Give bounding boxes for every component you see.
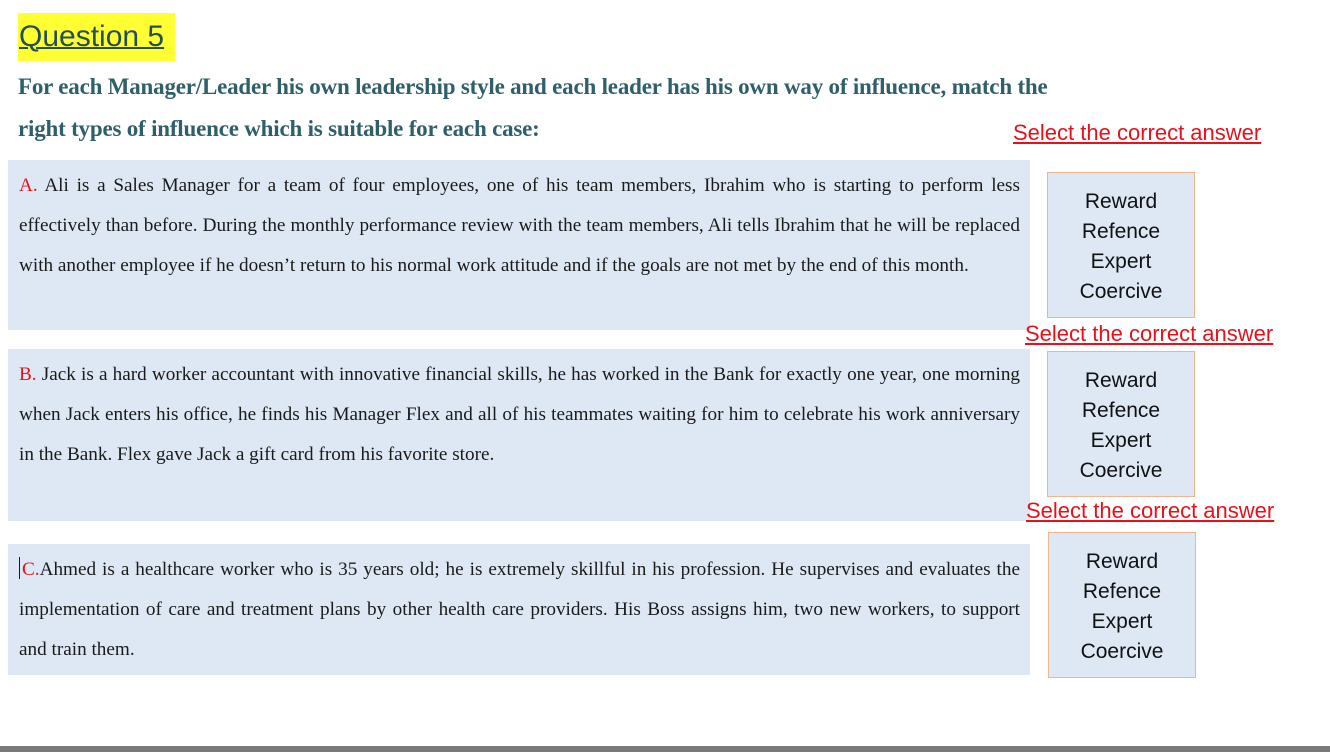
option-expert[interactable]: Expert [1091,610,1153,633]
option-refence[interactable]: Refence [1081,399,1161,422]
scenario-letter: C. [22,559,40,580]
answer-options-c[interactable] [1048,532,1196,678]
scenario-text-line: one year, one morning when Jack enters his office, he finds his Manager Flex and all of his teammates [19,364,1021,425]
scenario-a [8,160,1030,330]
question-title: Question 5 [18,13,175,61]
select-answer-label-a: Select the correct answer [1013,120,1262,145]
text-cursor [19,557,20,579]
scenario-text-line: Ali tells Ibrahim that he will be replaced with another employee if he doesn’t return to his normal work [19,215,1020,276]
select-answer-label-c: Select the correct answer [1026,498,1275,523]
option-reward[interactable]: Reward [1084,369,1158,392]
scenario-text-line: store. [452,444,495,465]
scenario-text-line: attitude and if the goals are not met by the end of this month. [500,255,969,276]
option-coercive[interactable]: Coercive [1079,280,1163,303]
select-answer-label-b: Select the correct answer [1025,321,1274,346]
option-expert[interactable]: Expert [1090,250,1152,273]
scenario-text-line: His Boss assigns him, two new workers, to support and train them. [19,599,1021,660]
option-coercive[interactable]: Coercive [1080,640,1164,663]
scenario-letter: B. [19,364,37,385]
option-coercive[interactable]: Coercive [1079,459,1163,482]
scenario-text-line: supervises and evaluates the implementation of care and treatment plans by other health care providers. [19,559,1021,620]
scenario-text-line: Ali is a Sales Manager for a team of four employees, one of his team members, Ibrahim who is starting [44,175,892,196]
scenario-b [8,349,1030,521]
scenario-text-line: waiting for him to celebrate his work anniversary in the Bank. Flex gave Jack a gift card from his favorite [19,404,1020,465]
scenario-text-line: Jack is a hard worker accountant with innovative financial skills, he has worked in the Bank for exactly [41,364,842,385]
option-reward[interactable]: Reward [1084,190,1158,213]
scenario-text-line: to perform less effectively than before. During the monthly performance review with the team members, [19,175,1020,236]
option-refence[interactable]: Refence [1082,580,1162,603]
scenario-text-line: Ahmed is a healthcare worker who is 35 years old; he is extremely skillful in his profession. He [39,559,794,580]
instruction-line-1: For each Manager/Leader his own leadership style and each leader has his own way of influence, match the [18,74,1048,99]
option-expert[interactable]: Expert [1090,429,1152,452]
instruction-line-2: right types of influence which is suitable for each case: [18,116,540,141]
bottom-divider [0,746,1330,752]
option-refence[interactable]: Refence [1081,220,1161,243]
scenario-c [8,544,1030,675]
answer-options-a[interactable] [1047,172,1195,318]
scenario-letter: A. [19,175,38,196]
answer-options-b[interactable] [1047,351,1195,497]
option-reward[interactable]: Reward [1085,550,1159,573]
